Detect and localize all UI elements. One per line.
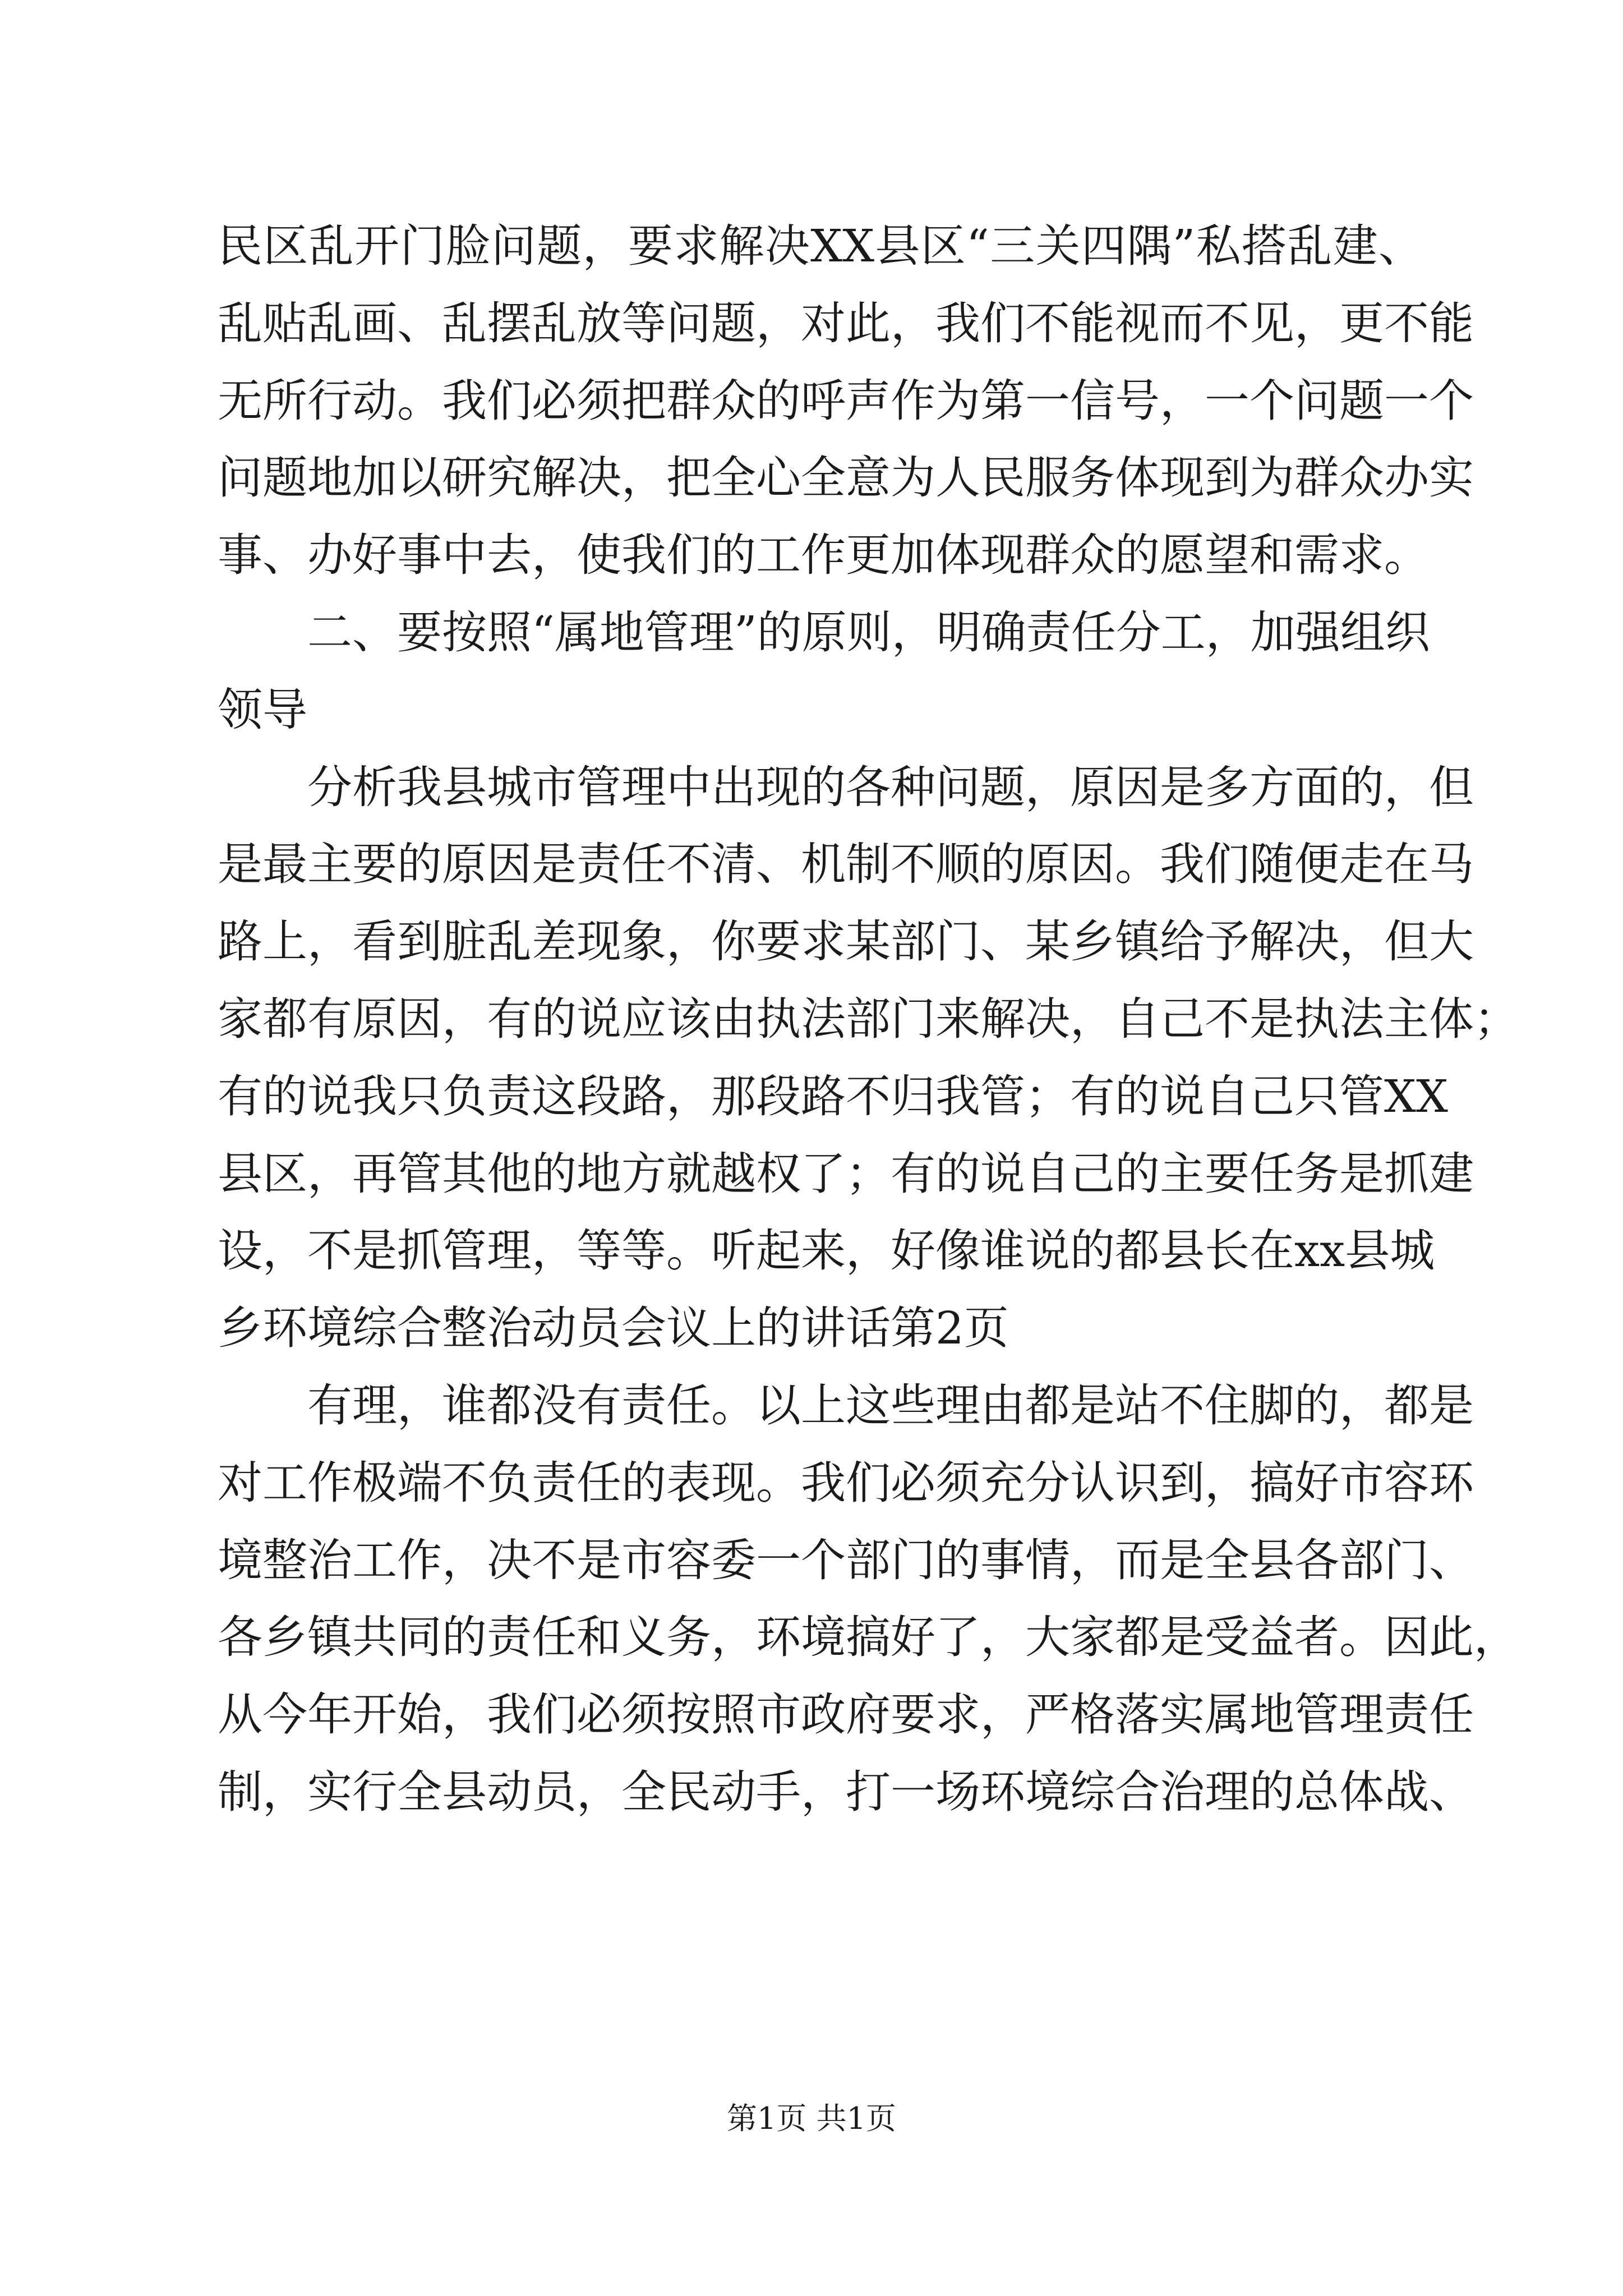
page-footer: 第1页 共1页 [727, 2101, 896, 2136]
text-line: 设，不是抓管理，等等。听起来，好像谁说的都县长在xx县城 [218, 1225, 1435, 1277]
text-line: 乱贴乱画、乱摆乱放等问题，对此，我们不能视而不见，更不能 [218, 297, 1474, 349]
text-line: 乡环境综合整治动员会议上的讲话第2页 [218, 1302, 1009, 1355]
text-line: 是最主要的原因是责任不清、机制不顺的原因。我们随便走在马 [218, 838, 1474, 891]
text-line: 从今年开始，我们必须按照市政府要求，严格落实属地管理责任 [218, 1688, 1474, 1741]
text-line: 事、办好事中去，使我们的工作更加体现群众的愿望和需求。 [218, 529, 1429, 582]
text-line: 县区，再管其他的地方就越权了；有的说自己的主要任务是抓建 [218, 1147, 1474, 1200]
text-line: 有理，谁都没有责任。以上这些理由都是站不住脚的，都是 [307, 1379, 1474, 1432]
document-body [218, 208, 1519, 1831]
text-line: 各乡镇共同的责任和义务，环境搞好了，大家都是受益者。因此， [218, 1611, 1519, 1664]
text-line: 境整治工作，决不是市容委一个部门的事情，而是全县各部门、 [218, 1534, 1474, 1586]
text-line: 家都有原因，有的说应该由执法部门来解决，自己不是执法主体； [218, 992, 1519, 1045]
text-line: 二、要按照“属地管理”的原则，明确责任分工，加强组织 [307, 606, 1430, 659]
text-line: 无所行动。我们必须把群众的呼声作为第一信号，一个问题一个 [218, 374, 1474, 427]
text-line: 民区乱开门脸问题，要求解决XX县区“三关四隅”私搭乱建、 [218, 220, 1423, 272]
text-line: 有的说我只负责这段路，那段路不归我管；有的说自己只管XX [218, 1070, 1448, 1122]
text-line: 路上，看到脏乱差现象，你要求某部门、某乡镇给予解决，但大 [218, 915, 1474, 968]
text-line: 对工作极端不负责任的表现。我们必须充分认识到，搞好市容环 [218, 1456, 1474, 1509]
text-line: 问题地加以研究解决，把全心全意为人民服务体现到为群众办实 [218, 452, 1474, 504]
text-line: 制，实行全县动员，全民动手，打一场环境综合治理的总体战、 [218, 1765, 1474, 1818]
text-line: 领导 [218, 683, 307, 736]
text-line: 分析我县城市管理中出现的各种问题，原因是多方面的，但 [307, 761, 1474, 813]
